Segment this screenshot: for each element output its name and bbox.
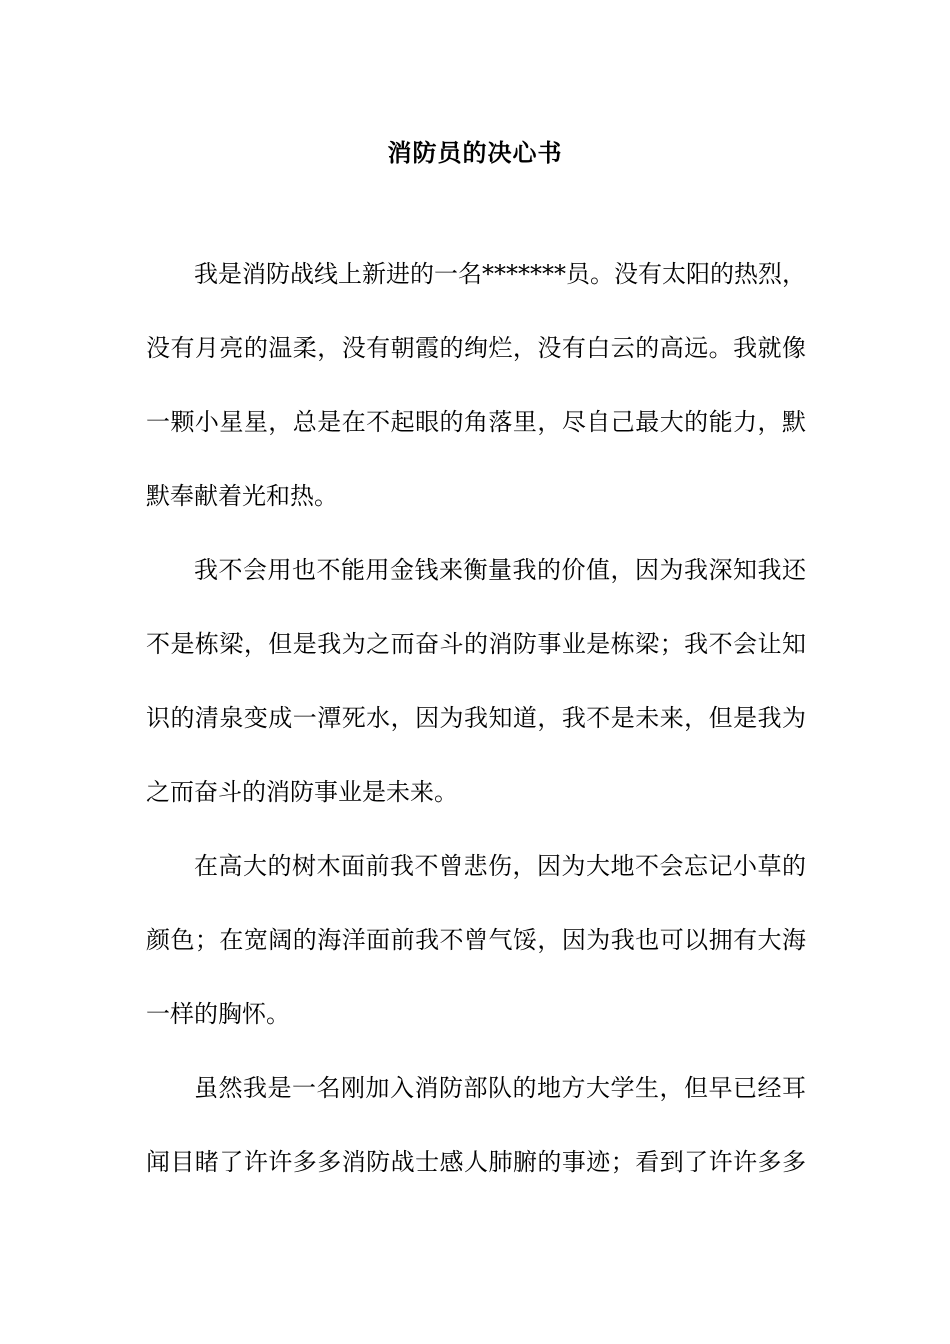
paragraph-line: 识的清泉变成一潭死水，因为我知道，我不是未来，但是我为 bbox=[146, 704, 806, 732]
paragraph-line: 颜色；在宽阔的海洋面前我不曾气馁，因为我也可以拥有大海 bbox=[146, 926, 806, 954]
paragraph-line: 在高大的树木面前我不曾悲伤，因为大地不会忘记小草的 bbox=[194, 852, 806, 880]
document-title: 消防员的决心书 bbox=[387, 138, 563, 167]
paragraph-line: 一样的胸怀。 bbox=[146, 1000, 290, 1028]
paragraph-line: 我不会用也不能用金钱来衡量我的价值，因为我深知我还 bbox=[194, 556, 806, 584]
paragraph-line: 没有月亮的温柔，没有朝霞的绚烂，没有白云的高远。我就像 bbox=[146, 334, 806, 362]
paragraph-line: 一颗小星星，总是在不起眼的角落里，尽自己最大的能力，默 bbox=[146, 408, 806, 436]
paragraph-line: 默奉献着光和热。 bbox=[146, 482, 338, 510]
paragraph-line: 闻目睹了许许多多消防战士感人肺腑的事迹；看到了许许多多 bbox=[146, 1148, 806, 1176]
paragraph-line: 虽然我是一名刚加入消防部队的地方大学生，但早已经耳 bbox=[194, 1074, 806, 1102]
paragraph-line: 之而奋斗的消防事业是未来。 bbox=[146, 778, 458, 806]
paragraph-line: 我是消防战线上新进的一名*******员。没有太阳的热烈， bbox=[194, 260, 806, 288]
paragraph-line: 不是栋梁，但是我为之而奋斗的消防事业是栋梁；我不会让知 bbox=[146, 630, 806, 658]
